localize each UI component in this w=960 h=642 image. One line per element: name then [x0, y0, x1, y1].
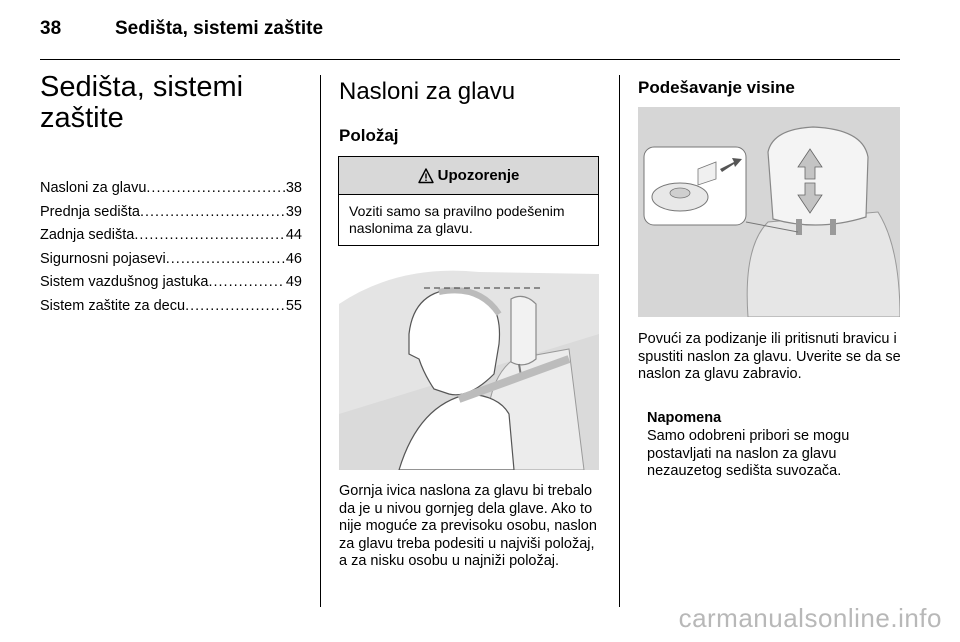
- page-number: 38: [40, 18, 62, 39]
- toc-leader-dots: [166, 248, 285, 272]
- toc-item-page: 44: [285, 227, 302, 243]
- toc-item-label: Sistem vazdušnog jastuka: [40, 274, 209, 290]
- headrest-position-illustration: [339, 264, 599, 470]
- toc-item-page: 55: [285, 297, 302, 314]
- toc-item-label: Sistem zaštite za decu: [40, 297, 186, 314]
- toc-item[interactable]: [40, 295, 302, 319]
- toc-item-page: 39: [285, 203, 302, 220]
- toc-item[interactable]: [40, 201, 302, 225]
- toc-item-label: Zadnja sedišta: [40, 227, 135, 243]
- warning-text: Voziti samo sa pravilno podešenim naslonima za glavu.: [349, 203, 565, 236]
- toc-leader-dots: [146, 177, 284, 201]
- warning-triangle-icon: [418, 168, 434, 184]
- toc-item[interactable]: [40, 177, 302, 201]
- note-text: Samo odobreni pribori se mogu postavljati na naslon za glavu nezauzetog sedišta suvozača.: [647, 428, 850, 479]
- warning-header: [339, 157, 598, 195]
- subheading-height: Podešavanje visine: [638, 78, 795, 97]
- chapter-title: Sedišta, sistemi zaštite: [40, 71, 244, 134]
- toc-item-page: 38: [285, 180, 302, 196]
- height-paragraph: Povući za podizanje ili pritisnuti bravicu i spustiti naslon za glavu. Uverite se da se naslon za glavu zabravio.: [638, 331, 901, 382]
- running-title: Sedišta, sistemi zaštite: [115, 18, 324, 39]
- toc-item-label: Sigurnosni pojasevi: [40, 250, 166, 267]
- section-title: Nasloni za glavu: [339, 78, 516, 105]
- toc-item[interactable]: [40, 224, 302, 248]
- toc-item-label: Nasloni za glavu: [40, 180, 147, 196]
- column-divider-right: [619, 75, 620, 607]
- headrest-height-illustration: [638, 107, 900, 317]
- note-title: Napomena: [647, 410, 722, 426]
- warning-box: [338, 156, 599, 246]
- watermark: carmanualsonline.info: [678, 603, 942, 633]
- toc-item-page: 49: [285, 274, 302, 290]
- column-divider-left: [320, 75, 321, 607]
- header-rule: [40, 59, 900, 60]
- toc-leader-dots: [208, 271, 284, 295]
- toc-item[interactable]: [40, 271, 302, 295]
- toc-leader-dots: [185, 295, 285, 319]
- subheading-position: Položaj: [339, 126, 399, 145]
- toc-leader-dots: [134, 224, 285, 248]
- toc-item[interactable]: [40, 248, 302, 272]
- warning-title: Upozorenje: [437, 167, 520, 184]
- table-of-contents: [40, 177, 302, 318]
- position-paragraph: Gornja ivica naslona za glavu bi trebalo da je u nivou gornjeg dela glave. Ako to nije moguće za previsoku osobu, naslon za glavu treba podesiti u najviši položaj, a za nisku osobu u najniži položaj.: [339, 483, 597, 569]
- toc-item-page: 46: [285, 250, 302, 267]
- toc-leader-dots: [140, 201, 285, 225]
- toc-item-label: Prednja sedišta: [40, 203, 140, 220]
